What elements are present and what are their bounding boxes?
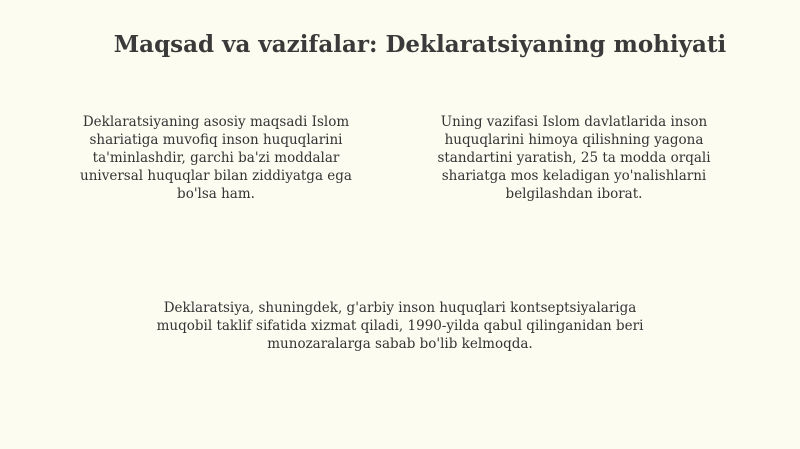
- slide-title: Maqsad va vazifalar: Deklaratsiyaning mohiyati: [113, 31, 727, 58]
- bottom-paragraph: Deklaratsiya, shuningdek, g'arbiy inson huquqlari kontseptsiyalariga muqobil taklif sifatida xizmat qiladi, 1990-yilda qabul qilinganidan beri munozaralarga sabab bo'lib kelmoqda.: [156, 300, 644, 352]
- right-paragraph: Uning vazifasi Islom davlatlarida inson huquqlarini himoya qilishning yagona standartini yaratish, 25 ta modda orqali shariatga mos keladigan yo'nalishlarni belgilashdan iborat.: [437, 114, 711, 202]
- left-paragraph: Deklaratsiyaning asosiy maqsadi Islom shariatiga muvofiq inson huquqlarini ta'minlashdir, garchi ba'zi moddalar universal huquqlar bilan ziddiyatga ega bo'lsa ham.: [80, 114, 352, 202]
